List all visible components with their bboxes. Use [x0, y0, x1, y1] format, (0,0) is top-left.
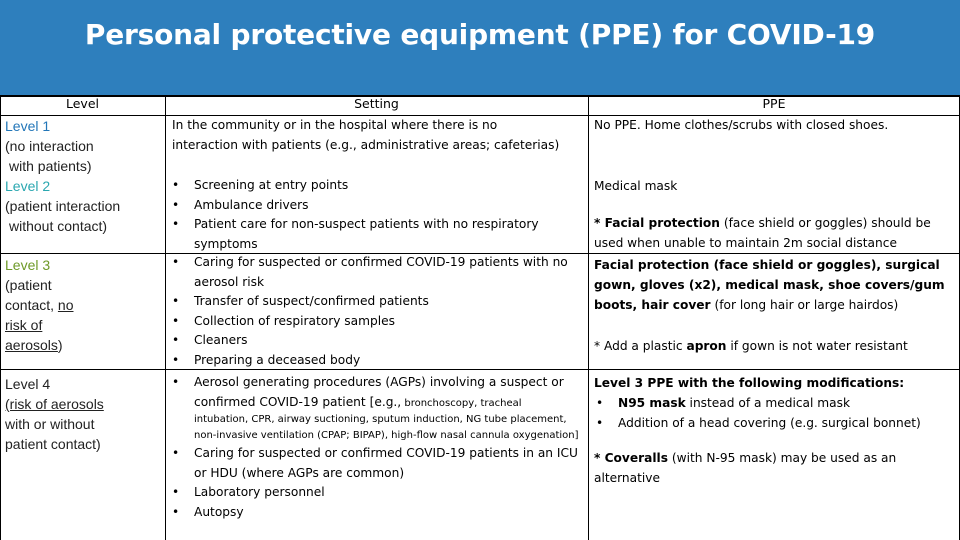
level-3-title: Level 3	[5, 257, 51, 273]
level-2-ppe-main: Medical mask	[594, 179, 678, 193]
level-4-setting-item: • Caring for suspected or confirmed COVID-19 patients in an ICU or HDU (where AGPs are common)	[170, 444, 582, 483]
level-1-ppe-bold: No PPE.	[594, 118, 641, 132]
level-3-setting	[170, 253, 580, 370]
level-3-setting-item: • Preparing a deceased body	[170, 351, 580, 371]
header-ppe: PPE	[762, 96, 786, 111]
level-3-desc-line4: aerosols)	[5, 337, 63, 353]
level-4-desc-line3: patient contact)	[5, 436, 101, 452]
level-4-desc-line2: with or without	[5, 416, 95, 432]
level-4-desc-line1: (risk of aerosols	[5, 396, 104, 412]
level-3-setting-item: • Caring for suspected or confirmed COVID-19 patients with no aerosol risk	[170, 253, 580, 292]
level-4-setting-item-agp: • Aerosol generating procedures (AGPs) involving a suspect or confirmed COVID-19 patient [e.g., bronchoscopy, tracheal intubation, CPR, airway suctioning, sputum induction, NG tube placement, non-invasive ventilation (CPAP; BIPAP), high-flow nasal cannula oxygenation]	[170, 373, 582, 444]
header-setting: Setting	[354, 96, 399, 111]
level-1-setting	[172, 116, 584, 155]
level-1-ppe	[594, 115, 956, 135]
level-2-desc-line1: (patient interaction	[5, 198, 121, 214]
level-1-desc-line2: with patients)	[9, 158, 92, 174]
level-4-ppe-item: • Addition of a head covering (e.g. surgical bonnet)	[594, 413, 956, 433]
level-4-setting-item: • Autopsy	[170, 503, 582, 523]
level-2-title: Level 2	[5, 178, 51, 194]
level-4-ppe-note: * Coveralls (with N-95 mask) may be used as an alternative	[594, 451, 897, 485]
level-2-setting	[170, 176, 580, 254]
level-3-desc-line2: contact, no	[5, 297, 74, 313]
column-divider-1	[165, 95, 166, 540]
level-4-setting	[170, 373, 582, 522]
level-1-title: Level 1	[5, 118, 51, 134]
level-1-setting-line1: In the community or in the hospital where there is no	[172, 118, 498, 132]
level-3-ppe	[594, 255, 954, 356]
level-4-ppe-main: Level 3 PPE with the following modifications:	[594, 376, 905, 390]
level-3-ppe-note: * Add a plastic apron if gown is not water resistant	[594, 339, 908, 353]
level-2-ppe-note: * Facial protection (face shield or goggles) should be used when unable to maintain 2m social distance	[594, 216, 931, 250]
level-4-title: Level 4	[5, 376, 51, 392]
agp-examples: intubation, CPR, airway suctioning, sputum induction, NG tube placement, non-invasive ventilation (CPAP; BIPAP), high-flow nasal cannula oxygenation]	[194, 414, 579, 441]
table-border-left	[0, 95, 1, 540]
level-4-ppe-item: • N95 mask instead of a medical mask	[594, 393, 956, 413]
level-3-setting-item: • Collection of respiratory samples	[170, 312, 580, 332]
level-3-setting-item: • Cleaners	[170, 331, 580, 351]
level-3-cell	[5, 255, 163, 355]
level-3-desc-line1: (patient	[5, 277, 52, 293]
level-1-desc-line1: (no interaction	[5, 138, 94, 154]
level-4-setting-item: • Laboratory personnel	[170, 483, 582, 503]
level-2-setting-item: • Screening at entry points	[170, 176, 580, 196]
page-title: Personal protective equipment (PPE) for COVID-19	[84, 18, 876, 51]
level-2-desc-line2: without contact)	[9, 218, 108, 234]
column-divider-2	[588, 95, 589, 540]
level-2-setting-item: • Patient care for non-suspect patients with no respiratory symptoms	[170, 215, 580, 254]
level-3-ppe-main: Facial protection (face shield or goggles), surgical gown, gloves (x2), medical mask, shoe covers/gum boots, hair cover (for long hair or large hairdos)	[594, 258, 945, 312]
level-1-cell	[5, 116, 163, 236]
level-4-ppe	[594, 373, 956, 488]
level-1-setting-line2: interaction with patients (e.g., administrative areas; cafeterias)	[172, 137, 560, 152]
level-2-ppe	[594, 176, 954, 253]
level-2-setting-item: • Ambulance drivers	[170, 196, 580, 216]
level-4-cell	[5, 374, 163, 454]
title-banner	[0, 0, 960, 95]
level-3-setting-item: • Transfer of suspect/confirmed patients	[170, 292, 580, 312]
level-1-ppe-rest: Home clothes/scrubs with closed shoes.	[640, 118, 889, 132]
header-level: Level	[66, 96, 99, 111]
level-3-desc-line3: risk of	[5, 317, 43, 333]
